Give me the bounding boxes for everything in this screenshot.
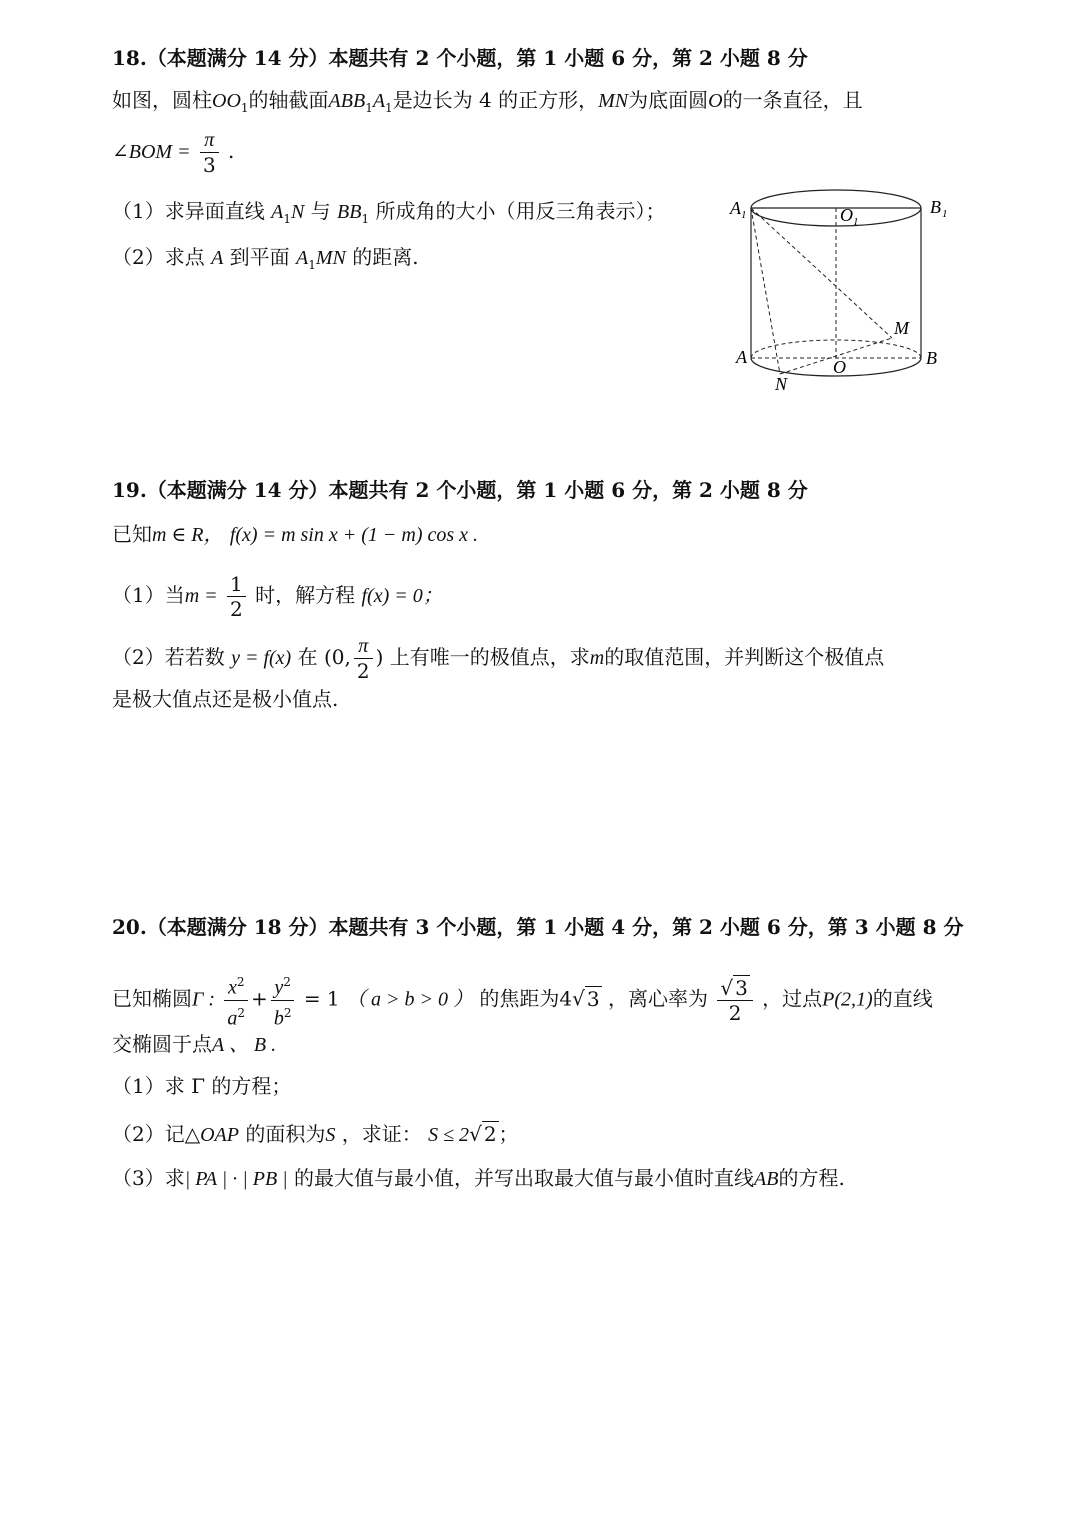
label-n: N: [775, 374, 788, 394]
label-a1: A: [730, 198, 741, 218]
q20-part1: （1）求 Γ 的方程；: [112, 1074, 292, 1098]
q18-part2: （2）求点 A 到平面 $A_1MN$ 的距离.: [112, 245, 419, 272]
q20-header: 20.（本题满分 18 分）本题共有 3 个小题，第 1 小题 4 分，第 2 小题 6 分，第 3 小题 8 分: [112, 915, 964, 939]
pi-over-2: $\frac{\pi}{2}$: [354, 634, 373, 683]
root3-over-2: $\frac{√ 3}{2}$: [717, 976, 752, 1025]
label-m: M: [894, 318, 909, 338]
q18-angle-condition: ∠BOM = $\frac{\pi}{3}$ .: [112, 129, 235, 177]
label-o1: O: [840, 205, 853, 225]
q18-header: 18.（本题满分 14 分）本题共有 2 个小题，第 1 小题 6 分，第 2 小题 8 分: [112, 46, 808, 70]
label-o1-sub: 1: [853, 216, 859, 228]
cylinder-figure: [720, 180, 970, 400]
x2-over-a2: $\frac{x^2}{a^2}$: [224, 970, 248, 1030]
q18-part1: （1）求异面直线 $A_1N$ 与 $BB_1$ 所成角的大小（用反三角表示）；: [112, 199, 666, 226]
q19-header: 19.（本题满分 14 分）本题共有 2 个小题，第 1 小题 6 分，第 2 小题 8 分: [112, 478, 808, 502]
q20-part3: （3）求| PA | · | PB | 的最大值与最小值，并写出取最大值与最小值时直线AB的方程.: [112, 1166, 845, 1190]
q20-part2: （2）记△OAP 的面积为S ，求证： S ≤ 2√ 2 ；: [112, 1122, 519, 1146]
label-b: B: [926, 348, 937, 368]
segment-a1-n: [751, 208, 780, 374]
q19-part2-line2: 是极大值点还是极小值点.: [112, 687, 339, 711]
label-b1: B: [930, 197, 941, 217]
label-a1-sub: 1: [741, 209, 747, 221]
q20-given: 已知椭圆Γ : $\frac{x^2}{a^2}$ + $\frac{y^2}{b^2}$ = 1 （ a > b > 0 ） 的焦距为4√ 3 ，离心率为 $\frac{√ 3}{2}$ ，过点P(2,1)的直线: [112, 970, 933, 1030]
q20-given-line2: 交椭圆于点A 、 B .: [112, 1032, 277, 1056]
label-a: A: [736, 347, 747, 367]
label-o: O: [833, 357, 846, 377]
q18-stem-line1: 如图，圆柱$OO_1$的轴截面$ABB_1A_1$是边长为 4 的正方形，MN为底面圆O的一条直径，且: [112, 88, 863, 115]
label-b1-sub: 1: [942, 208, 948, 220]
one-half: $\frac{1}{2}$: [227, 572, 246, 621]
q19-part2: （2）若若数 y = f(x) 在 (0, $\frac{\pi}{2}$ ) 上有唯一的极值点，求m的取值范围，并判断这个极值点: [112, 635, 885, 683]
q19-part1: （1）当m = $\frac{1}{2}$ 时，解方程 f(x) = 0；: [112, 572, 443, 621]
q19-given: 已知m ∈ R， f(x) = m sin x + (1 − m) cos x .: [112, 522, 479, 546]
y2-over-b2: $\frac{y^2}{b^2}$: [271, 970, 295, 1030]
pi-over-3: $\frac{\pi}{3}$: [200, 128, 219, 177]
segment-a1-m: [751, 208, 892, 338]
